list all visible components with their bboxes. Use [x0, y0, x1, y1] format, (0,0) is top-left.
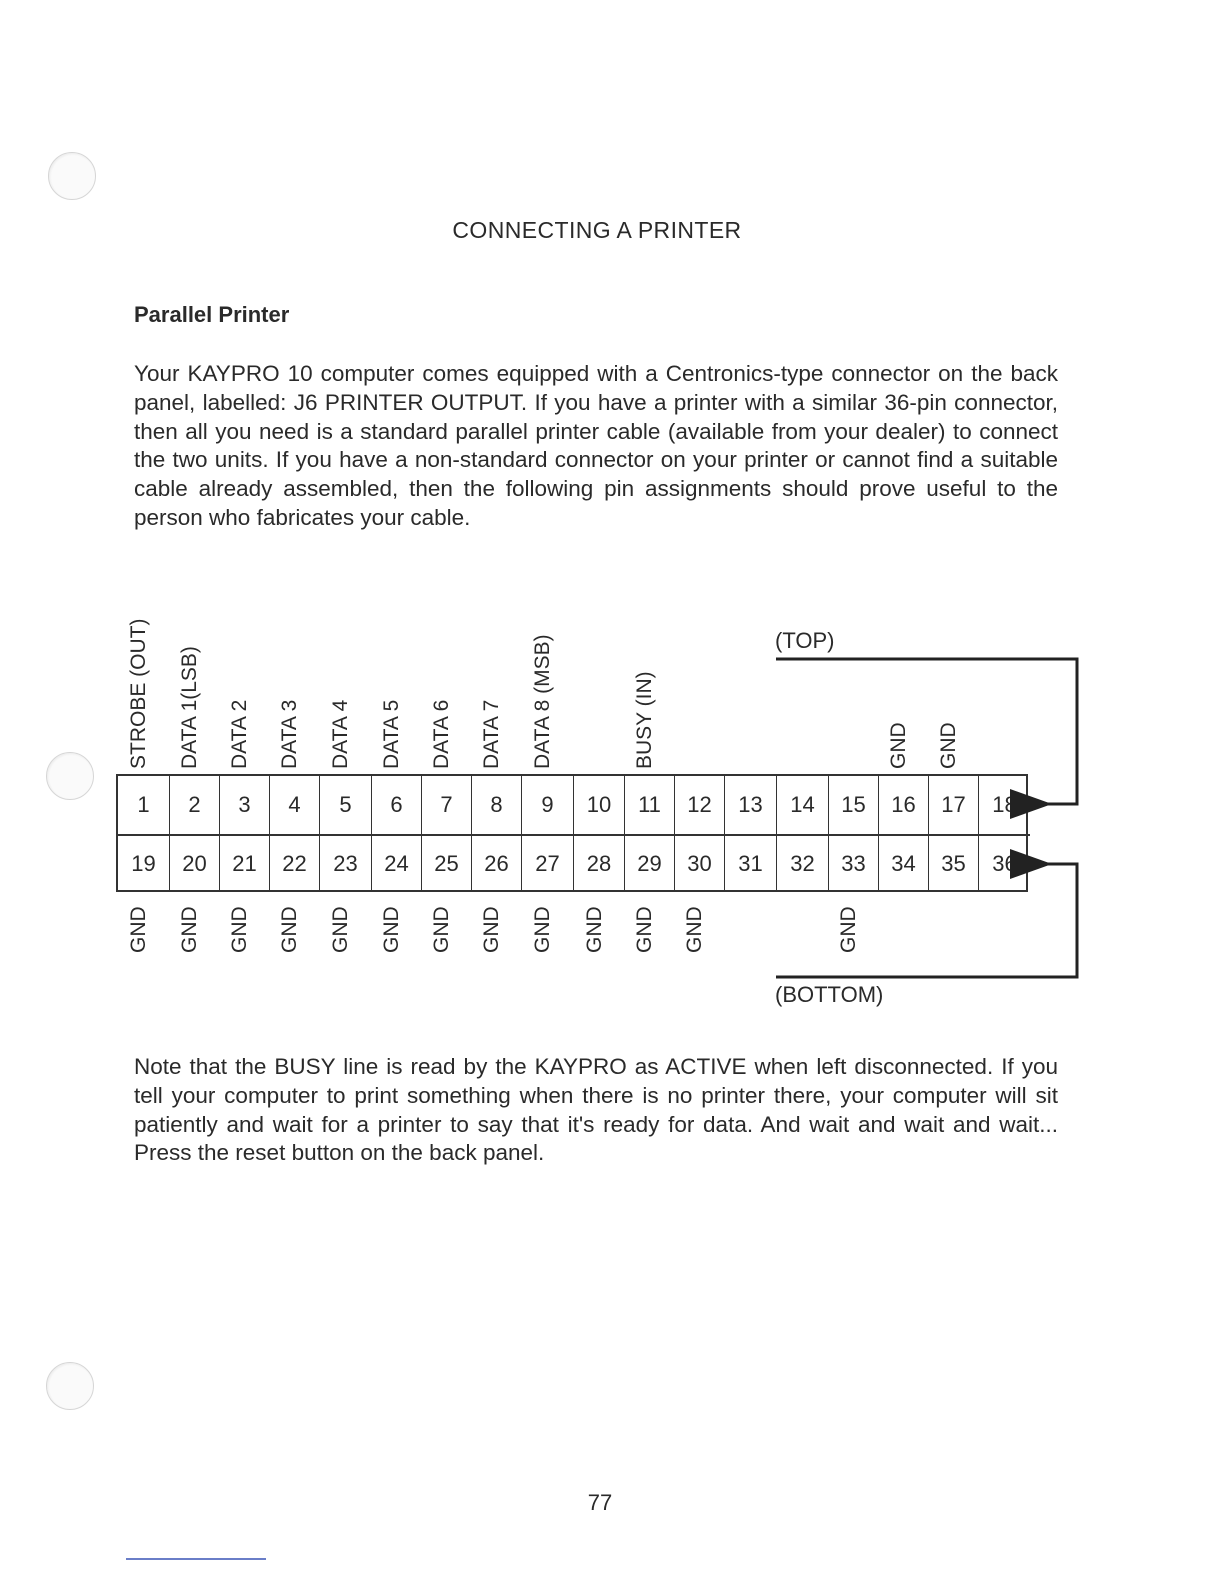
pin-14: 14 — [777, 776, 829, 834]
signal-label: GND — [531, 906, 554, 953]
top-side-label: (TOP) — [775, 628, 835, 653]
pin-16: 16 — [879, 776, 929, 834]
pin-10: 10 — [574, 776, 625, 834]
pin-15: 15 — [829, 776, 879, 834]
pin-6: 6 — [372, 776, 422, 834]
pin-23: 23 — [320, 834, 372, 892]
pin-8: 8 — [472, 776, 522, 834]
pin-33: 33 — [829, 834, 879, 892]
pin-25: 25 — [422, 834, 472, 892]
pin-27: 27 — [522, 834, 574, 892]
pin-18: 18 — [992, 792, 1017, 817]
signal-label: DATA 5 — [380, 699, 403, 769]
binder-hole-top — [48, 152, 96, 200]
pin-2: 2 — [170, 776, 220, 834]
signal-label: GND — [228, 906, 251, 953]
signal-label: BUSY (IN) — [633, 671, 656, 769]
busy-note-paragraph: Note that the BUSY line is read by the KAYPRO as ACTIVE when left disconnected. If you tell your computer to print something when there is no printer there, your computer will sit patiently and wait for a printer to say that it's ready for data. And wait and wait and wait... Press the reset button on the back panel. — [134, 1054, 1058, 1166]
signal-label: GND — [127, 906, 150, 953]
page-title: CONNECTING A PRINTER — [452, 217, 742, 243]
pin-12: 12 — [675, 776, 725, 834]
pin-13: 13 — [725, 776, 777, 834]
pin-11: 11 — [625, 776, 675, 834]
pin-36: 36 — [979, 834, 1030, 892]
pin-31: 31 — [725, 834, 777, 892]
signal-label: GND — [683, 906, 706, 953]
intro-paragraph: Your KAYPRO 10 computer comes equipped with a Centronics-type connector on the back panel, labelled: J6 PRINTER OUTPUT. If you have a printer with a similar 36-pin connector, then all you need is a standard parallel printer cable (available from your dealer) to connect the two units. If you have a non-standard connector on your printer or cannot find a suitable cable already assembled, then the following pin assignments should prove useful to the person who fabricates your cable. — [134, 361, 1058, 530]
signal-label: GND — [329, 906, 352, 953]
signal-label: GND — [837, 906, 860, 953]
signal-label: DATA 6 — [430, 699, 453, 769]
footer-rule — [126, 1558, 266, 1560]
pin-19: 19 — [118, 834, 170, 892]
section-heading: Parallel Printer — [134, 302, 290, 327]
signal-label: GND — [178, 906, 201, 953]
pin-35: 35 — [929, 834, 979, 892]
pin-7: 7 — [422, 776, 472, 834]
pin-9: 9 — [522, 776, 574, 834]
pin-32: 32 — [777, 834, 829, 892]
signal-label: DATA 1(LSB) — [178, 646, 201, 769]
signal-label: DATA 7 — [480, 699, 503, 769]
signal-label: GND — [480, 906, 503, 953]
binder-hole-middle — [46, 752, 94, 800]
pin-4: 4 — [270, 776, 320, 834]
pin-1: 1 — [118, 776, 170, 834]
signal-label: GND — [380, 906, 403, 953]
binder-hole-bottom — [46, 1362, 94, 1410]
pin-28: 28 — [574, 834, 625, 892]
signal-label: DATA 2 — [228, 699, 251, 769]
pin-3: 3 — [220, 776, 270, 834]
pin-24: 24 — [372, 834, 422, 892]
pin-34: 34 — [879, 834, 929, 892]
pin-21: 21 — [220, 834, 270, 892]
pin-17: 17 — [929, 776, 979, 834]
signal-label: GND — [887, 722, 910, 769]
signal-label: GND — [278, 906, 301, 953]
signal-label: GND — [430, 906, 453, 953]
bottom-side-label: (BOTTOM) — [775, 982, 884, 1007]
pin-30: 30 — [675, 834, 725, 892]
pin-5: 5 — [320, 776, 372, 834]
pin-29: 29 — [625, 834, 675, 892]
pin-20: 20 — [170, 834, 220, 892]
signal-label: DATA 3 — [278, 699, 301, 769]
signal-label: GND — [633, 906, 656, 953]
signal-label: DATA 8 (MSB) — [531, 634, 554, 769]
signal-label: DATA 4 — [329, 699, 352, 769]
connector-pin-grid — [116, 774, 1028, 892]
signal-label: GND — [582, 906, 606, 953]
pin-22: 22 — [270, 834, 320, 892]
pin-26: 26 — [472, 834, 522, 892]
page-number: 77 — [587, 1490, 613, 1515]
signal-label: STROBE (OUT) — [127, 618, 150, 769]
signal-label: GND — [937, 722, 960, 769]
